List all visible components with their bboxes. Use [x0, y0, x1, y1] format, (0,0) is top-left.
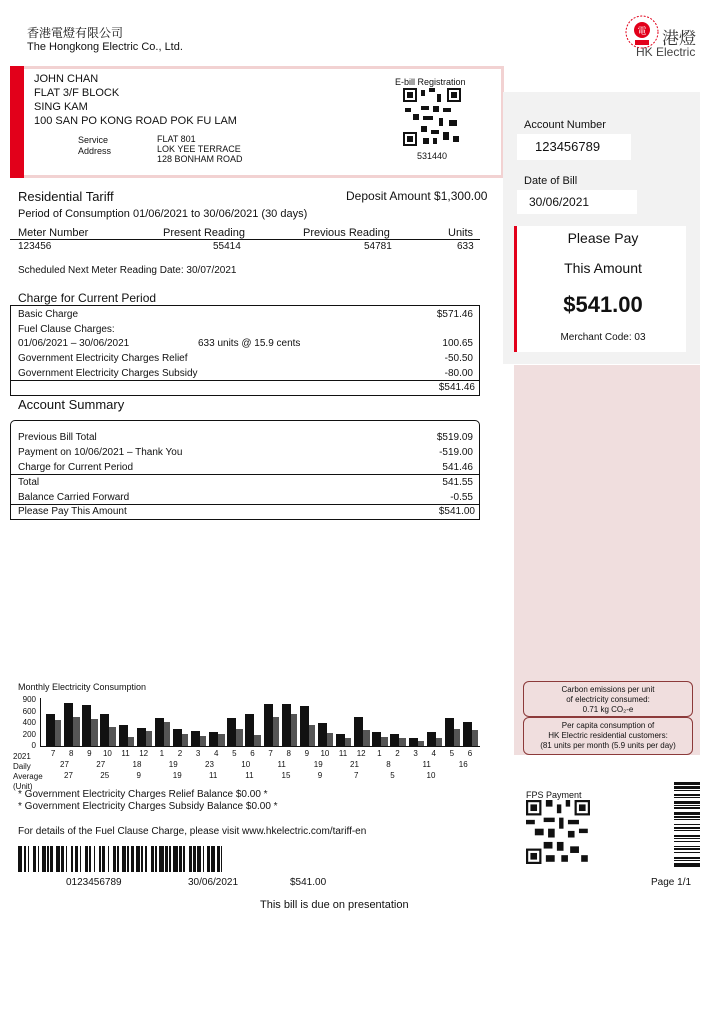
service-address-line: LOK YEE TERRACE: [157, 144, 241, 154]
chart-bar-2021: [409, 738, 418, 746]
chart-bar-2020: [327, 733, 333, 746]
barcode-bar: [136, 846, 140, 872]
please-pay-amount: $541.00: [438, 506, 475, 517]
barcode-bar: [61, 846, 64, 872]
barcode-bar: [66, 846, 67, 872]
barcode-bar: [674, 805, 700, 806]
chart-row-label: 2021: [13, 752, 31, 761]
chart-daily-value: 27: [64, 771, 73, 780]
charge-row: [18, 308, 478, 323]
tariff-name: Residential Tariff: [18, 189, 114, 204]
chart-x-tick-label: 12: [139, 749, 149, 758]
divider: [10, 504, 480, 505]
chart-daily-value: 21: [350, 760, 359, 769]
merchant-code: Merchant Code: 03: [560, 332, 646, 343]
payment-barcode: [18, 846, 378, 872]
barcode-bar: [24, 846, 27, 872]
chart-x-tick-label: 4: [431, 749, 436, 758]
chart-y-tick-label: 600: [22, 706, 36, 716]
chart-x-tick-label: 6: [467, 749, 473, 758]
chart-bar-2020: [91, 719, 97, 746]
divider: [10, 239, 480, 240]
chart-bar-2020: [309, 725, 315, 746]
chart-daily-value: 9: [136, 771, 141, 780]
chart-x-tick-label: 9: [304, 749, 310, 758]
chart-bar-2020: [109, 727, 115, 746]
chart-x-tick-label: 5: [232, 749, 237, 758]
summary-row: [18, 445, 478, 460]
summary-label: Payment on 10/06/2021 – Thank You: [18, 447, 183, 458]
chart-bar-2021: [137, 728, 146, 746]
barcode-bar: [50, 846, 53, 872]
barcode-bar: [33, 846, 36, 872]
chart-daily-value: 9: [317, 771, 323, 780]
address-line: FLAT 3/F BLOCK: [34, 87, 120, 99]
chart-bar-2021: [245, 714, 254, 746]
chart-y-tick-label: 200: [22, 729, 36, 739]
please-pay-label: Please Pay This Amount: [18, 506, 127, 517]
chart-daily-value: 8: [386, 760, 391, 769]
chart-y-tick-label: 0: [31, 741, 36, 750]
percap-line: (81 units per month (5.9 units per day): [540, 741, 676, 750]
chart-bar-2020: [472, 730, 478, 746]
summary-label: Total: [18, 477, 40, 488]
chart-y-axis: [40, 698, 41, 746]
chart-bar-2020: [345, 738, 351, 746]
charge-amount: -80.00: [444, 367, 473, 379]
chart-bar-2021: [155, 718, 164, 746]
chart-x-tick-label: 2: [177, 749, 183, 758]
bill-date-label: Date of Bill: [524, 175, 578, 187]
chart-x-tick-label: 2: [395, 749, 400, 758]
chart-x-tick-label: 1: [159, 749, 165, 758]
chart-bar-2021: [264, 704, 273, 746]
barcode-bar: [674, 807, 700, 809]
chart-daily-value: 27: [96, 760, 106, 769]
barcode-bar: [127, 846, 128, 872]
barcode-bar: [85, 846, 88, 872]
chart-bar-2021: [64, 703, 73, 746]
relief-note: * Government Electricity Charges Subsidy Balance $0.00 *: [18, 801, 278, 812]
chart-x-tick-label: 11: [338, 749, 348, 758]
chart-x-tick-label: 1: [377, 749, 382, 758]
service-address-line: FLAT 801: [157, 134, 196, 144]
barcode-amount: $541.00: [290, 877, 327, 888]
carbon-line: Carbon emissions per unit: [561, 685, 655, 694]
chart-x-tick-label: 3: [195, 749, 201, 758]
charge-amount: 100.65: [442, 338, 473, 350]
service-address-line: 128 BONHAM ROAD: [157, 154, 243, 164]
chart-daily-value: 10: [426, 771, 436, 780]
chart-x-tick-label: 10: [102, 749, 112, 758]
side-barcode: [674, 782, 700, 868]
col-meter-number: Meter Number: [18, 227, 89, 239]
barcode-bar: [197, 846, 201, 872]
chart-daily-value: 27: [60, 760, 69, 769]
service-label-line: Address: [78, 146, 112, 156]
barcode-bar: [145, 846, 146, 872]
col-present-reading: Present Reading: [163, 227, 245, 239]
chart-bar-2021: [282, 704, 291, 746]
barcode-bar: [159, 846, 163, 872]
barcode-bar: [179, 846, 182, 872]
chart-x-tick-label: 3: [413, 749, 418, 758]
service-label-line: Service: [78, 135, 109, 145]
fps-qr-code[interactable]: [526, 800, 590, 864]
customer-address: [34, 72, 237, 128]
charge-row: [18, 352, 478, 367]
chart-daily-value: 18: [132, 760, 142, 769]
summary-label: Balance Carried Forward: [18, 492, 130, 503]
chart-x-axis: [40, 746, 480, 747]
chart-bar-2020: [218, 734, 224, 746]
chart-x-tick-label: 8: [286, 749, 291, 758]
barcode-bar: [674, 857, 700, 859]
chart-bar-2020: [55, 720, 61, 746]
charge-label: Basic Charge: [18, 309, 79, 320]
barcode-bar: [674, 830, 700, 831]
chart-bar-2020: [454, 729, 460, 746]
chart-bar-2021: [173, 729, 182, 746]
chart-bar-2020: [436, 738, 442, 746]
page-number: Page 1/1: [651, 877, 692, 888]
chart-bar-2020: [164, 722, 170, 746]
barcode-date: 30/06/2021: [188, 877, 239, 888]
barcode-bar: [38, 846, 39, 872]
barcode-bar: [94, 846, 95, 872]
address-block-accent: [10, 66, 24, 178]
charge-amount: -50.50: [444, 353, 473, 365]
chart-daily-value: 11: [245, 771, 254, 780]
relief-note: * Government Electricity Charges Relief Balance $0.00 *: [18, 789, 268, 800]
chart-row-label: Daily: [13, 762, 31, 771]
carbon-line: 0.71 kg CO₂-e: [582, 705, 634, 714]
next-meter-reading: Scheduled Next Meter Reading Date: 30/07/2021: [18, 265, 237, 276]
previous-reading: 54781: [364, 241, 392, 252]
chart-daily-value: 11: [422, 760, 431, 769]
deposit-amount: Deposit Amount $1,300.00: [346, 189, 488, 203]
chart-bar-2021: [119, 725, 128, 746]
barcode-bar: [674, 860, 700, 861]
barcode-bar: [117, 846, 118, 872]
barcode-bar: [674, 838, 700, 839]
chart-daily-value: 15: [281, 771, 291, 780]
units-consumed: 633: [457, 241, 474, 252]
barcode-bar: [28, 846, 29, 872]
address-line: 100 SAN PO KONG ROAD POK FU LAM: [34, 115, 237, 127]
ebill-registration-label: E-bill Registration: [395, 77, 466, 87]
chart-x-tick-label: 12: [356, 749, 366, 758]
carbon-line: of electricity consumed:: [566, 695, 650, 704]
divider: [10, 474, 480, 475]
service-address: [157, 134, 243, 164]
barcode-bar: [75, 846, 78, 872]
chart-bar-2021: [46, 714, 55, 746]
barcode-bar: [207, 846, 210, 872]
svg-text:電: 電: [637, 27, 647, 37]
summary-row: [18, 430, 478, 445]
chart-daily-value: 23: [205, 760, 214, 769]
fuel-clause-note: For details of the Fuel Clause Charge, please visit www.hkelectric.com/tariff-en: [18, 826, 367, 837]
present-reading: 55414: [213, 241, 241, 252]
barcode-bar: [674, 863, 700, 866]
barcode-bar: [674, 812, 700, 815]
percap-line: HK Electric residential customers:: [548, 731, 668, 740]
chart-row-labels: [13, 752, 43, 792]
chart-bar-2020: [254, 735, 260, 746]
chart-y-tick-label: 900: [22, 695, 36, 704]
chart-bar-2020: [128, 737, 134, 746]
barcode-bar: [674, 790, 700, 791]
pay-amount-box: [514, 226, 686, 352]
charges-rows: [18, 308, 478, 381]
chart-bar-2021: [354, 717, 363, 746]
barcode-bar: [42, 846, 46, 872]
barcode-account: 0123456789: [66, 877, 122, 888]
chart-daily-value: 11: [209, 771, 218, 780]
barcode-bar: [674, 819, 700, 820]
summary-amount: -0.55: [450, 492, 473, 503]
barcode-bar: [183, 846, 184, 872]
summary-amount: -519.00: [439, 447, 473, 458]
chart-daily-value: 19: [172, 771, 182, 780]
chart-daily-value: 25: [100, 771, 110, 780]
barcode-bar: [674, 794, 700, 796]
fps-label: FPS Payment: [526, 790, 582, 800]
summary-amount: 541.46: [442, 462, 473, 473]
summary-label: Previous Bill Total: [18, 432, 97, 443]
chart-bar-2021: [100, 714, 109, 746]
barcode-bar: [674, 827, 700, 829]
bill-date-box: [517, 190, 637, 214]
chart-bar-2020: [182, 734, 188, 746]
chart-bar-2021: [463, 722, 472, 746]
chart-row-label: Average: [13, 772, 43, 781]
chart-bar-2021: [300, 706, 309, 746]
chart-x-tick-label: 4: [213, 749, 219, 758]
carbon-emissions-box: [523, 681, 693, 717]
chart-bar-2021: [191, 731, 200, 746]
chart-x-tick-label: 9: [87, 749, 92, 758]
summary-amount: $519.09: [436, 432, 473, 443]
account-summary-heading: Account Summary: [18, 397, 125, 412]
account-number-value: 123456789: [535, 139, 601, 154]
chart-bar-2020: [291, 714, 297, 746]
chart-daily-value: 7: [354, 771, 359, 780]
pay-amount: $541.00: [563, 292, 643, 317]
chart-x-tick-label: 10: [320, 749, 330, 758]
barcode-bar: [674, 797, 700, 798]
barcode-bar: [674, 852, 700, 853]
account-number-box: [517, 134, 631, 160]
barcode-bar: [102, 846, 105, 872]
logo-text-en: HK Electric: [636, 45, 696, 59]
chart-bar-2020: [418, 741, 424, 746]
barcode-bar: [674, 816, 700, 818]
chart-bar-2020: [200, 736, 206, 746]
barcode-bar: [151, 846, 154, 872]
logo-text-cn: 港燈: [662, 29, 696, 48]
chart-bar-2021: [318, 723, 327, 746]
chart-bar-2020: [399, 738, 405, 746]
chart-bar-2021: [209, 732, 218, 746]
chart-bar-2021: [336, 734, 345, 746]
summary-row: [18, 475, 478, 490]
chart-x-tick-label: 5: [449, 749, 455, 758]
address-line: JOHN CHAN: [34, 73, 99, 85]
chart-bar-2021: [445, 718, 454, 746]
company-name-cn: 香港電燈有限公司: [27, 26, 124, 40]
chart-bar-2021: [390, 734, 399, 746]
barcode-bar: [674, 841, 700, 842]
chart-title: Monthly Electricity Consumption: [18, 682, 147, 692]
barcode-bar: [674, 835, 700, 837]
chart-x-tick-label: 8: [68, 749, 74, 758]
barcode-bar: [165, 846, 168, 872]
address-line: SING KAM: [34, 101, 88, 113]
barcode-bar: [674, 824, 700, 825]
charges-total: $541.46: [438, 382, 475, 393]
chart-daily-value: 5: [390, 771, 395, 780]
barcode-bar: [108, 846, 109, 872]
chart-unit-label: (Unit): [13, 782, 33, 791]
chart-bar-2020: [273, 717, 279, 746]
col-previous-reading: Previous Reading: [303, 227, 390, 239]
chart-daily-value: 11: [277, 760, 286, 769]
chart-bar-2021: [372, 732, 381, 746]
chart-bar-2020: [73, 717, 79, 746]
chart-bar-2020: [236, 729, 242, 746]
per-capita-box: [523, 717, 693, 755]
barcode-bar: [122, 846, 126, 872]
barcode-bar: [203, 846, 204, 872]
barcode-bar: [217, 846, 220, 872]
barcode-bar: [189, 846, 192, 872]
charge-row: [18, 337, 478, 352]
barcode-bar: [674, 846, 700, 847]
consumption-chart: [10, 694, 480, 790]
barcode-bar: [674, 801, 700, 804]
divider: [10, 380, 480, 381]
summary-amount: 541.55: [442, 477, 473, 488]
barcode-bar: [47, 846, 48, 872]
barcode-bar: [56, 846, 60, 872]
barcode-bar: [674, 782, 700, 785]
barcode-bar: [221, 846, 222, 872]
chart-bar-2021: [427, 732, 436, 746]
meter-number: 123456: [18, 241, 52, 252]
chart-x-tick-label: 7: [50, 749, 56, 758]
charge-label: Government Electricity Charges Subsidy: [18, 367, 198, 379]
chart-bar-2020: [363, 730, 369, 746]
barcode-bar: [131, 846, 134, 872]
summary-rows: [18, 430, 478, 505]
percap-line: Per capita consumption of: [561, 721, 655, 730]
summary-row: [18, 490, 478, 505]
pay-label-line-2: This Amount: [564, 260, 642, 276]
barcode-bar: [193, 846, 196, 872]
barcode-bar: [141, 846, 142, 872]
chart-x-tick-label: 6: [250, 749, 255, 758]
ebill-qr-code[interactable]: [403, 88, 461, 146]
barcode-bar: [169, 846, 170, 872]
chart-daily-value: 19: [313, 760, 323, 769]
barcode-bar: [155, 846, 156, 872]
charge-detail: 633 units @ 15.9 cents: [198, 338, 301, 350]
charge-label: Government Electricity Charges Relief: [18, 353, 188, 365]
relief-notes: [18, 789, 278, 813]
company-name-en: The Hongkong Electric Co., Ltd.: [27, 41, 183, 53]
chart-bar-2020: [146, 731, 152, 746]
summary-row: [18, 460, 478, 475]
charge-label: Fuel Clause Charges:: [18, 323, 115, 335]
barcode-bar: [173, 846, 177, 872]
chart-daily-value: 16: [458, 760, 468, 769]
chart-bar-2021: [227, 718, 236, 746]
chart-daily-value: 19: [168, 760, 178, 769]
barcode-bar: [674, 786, 700, 788]
summary-label: Charge for Current Period: [18, 462, 134, 473]
due-note: This bill is due on presentation: [260, 899, 409, 911]
chart-bar-2020: [381, 737, 387, 746]
charge-amount: $571.46: [436, 309, 473, 320]
barcode-bar: [18, 846, 22, 872]
barcode-bar: [99, 846, 100, 872]
pay-label-line-1: Please Pay: [567, 230, 639, 246]
service-address-label: [78, 135, 111, 157]
chart-bar-2021: [82, 705, 91, 746]
bill-date-value: 30/06/2021: [529, 195, 590, 209]
charge-row: [18, 323, 478, 338]
barcode-bar: [211, 846, 215, 872]
col-units: Units: [448, 227, 474, 239]
chart-daily-value: 10: [241, 760, 251, 769]
chart-x-tick-label: 11: [121, 749, 130, 758]
chart-x-tick-label: 7: [268, 749, 273, 758]
consumption-period: Period of Consumption 01/06/2021 to 30/06/2021 (30 days): [18, 208, 308, 220]
account-number-label: Account Number: [524, 119, 606, 131]
ebill-code: 531440: [417, 151, 448, 161]
charge-label: 01/06/2021 – 30/06/2021: [18, 338, 130, 350]
barcode-bar: [89, 846, 90, 872]
barcode-bar: [80, 846, 81, 872]
barcode-bar: [113, 846, 116, 872]
charges-heading: Charge for Current Period: [18, 291, 157, 305]
chart-y-tick-label: 400: [22, 718, 36, 727]
barcode-bar: [71, 846, 72, 872]
barcode-bar: [674, 848, 700, 850]
